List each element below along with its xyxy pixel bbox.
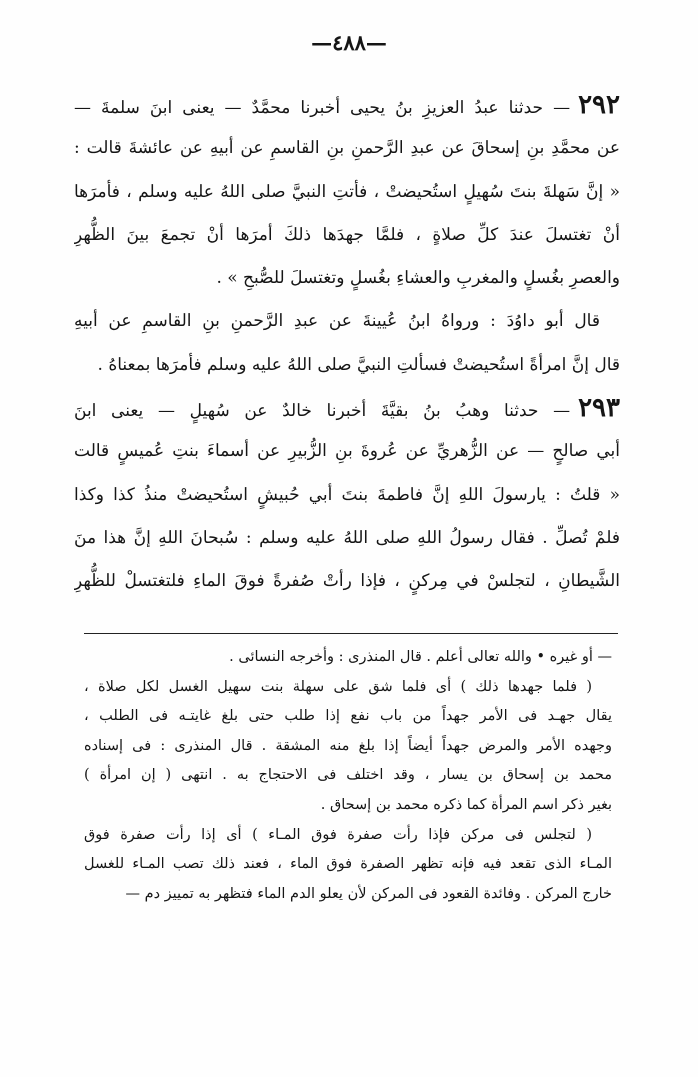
hadith-292-line: [74, 84, 620, 127]
hadith-293-line: « قلتُ : يارسولَ اللهِ إنَّ فاطمةَ بنتَ أبي حُبيشٍ استُحيضتْ منذُ كذا وكذا: [74, 484, 620, 505]
abu-dawud-line: قال إنَّ امرأةً استُحيضتْ فسألتِ النبيَّ صلى اللهُ عليه وسلم فأمرَها بمعناهُ .: [97, 354, 620, 375]
commentary-line: المـاء الذى تقعد فيه فإنه تظهر الصفرة فوق الماء ، فعند ذلك تصب المـاء للغسل: [84, 856, 612, 873]
commentary-line: محمد بن إسحاق بن يسار ، وقد اختلف فى الاحتجاج به . انتهى ( إن امرأة ): [84, 767, 612, 784]
hadith-293-line: أبي صالحٍ — عن الزُّهريِّ عن عُروةَ بنِ الزُّبيرِ عن أسماءَ بنتِ عُميسٍ قالت: [74, 441, 620, 462]
abu-dawud-line: قال أبو داوُدَ : ورواهُ ابنُ عُيينةَ عن عبدِ الرَّحمنِ بنِ القاسمِ عن أبيهِ: [74, 311, 600, 332]
hadith-number: ٢٩٢: [578, 90, 620, 120]
commentary-line: ( لتجلس فى مركن فإذا رأت صفرة فوق المـاء ) أى إذا رأت صفرة فوق: [84, 826, 592, 843]
commentary-line: — أو غيره • والله تعالى أعلم . قال المنذرى : وأخرجه النسائى .: [229, 649, 612, 665]
hadith-292-line: أنْ تغتسلَ عندَ كلِّ صلاةٍ ، فلمَّا جهدَها ذلكَ أمرَها أنْ تجمعَ بينَ الظُّهرِ: [74, 224, 620, 245]
commentary-line: وجهده الأمر والمرض جهداً أيضاً إذا بلغ منه المشقة . قال المنذرى : فى إسناده: [84, 737, 612, 754]
commentary-line: خارج المركن . وفائدة القعود فى المركن لأن يعلو الدم الماء فتظهر به تمييز دم —: [125, 885, 612, 902]
hadith-293-line: الشَّيطانِ ، لتجلسْ في مِركنٍ ، فإذا رأتْ صُفرةً فوقَ الماءِ فلتغتسلْ للظُّهرِ: [74, 571, 620, 592]
hadith-292-line: عن محمَّدِ بنِ إسحاقَ عن عبدِ الرَّحمنِ بنِ القاسمِ عن أبيهِ عن عائشةَ قالت :: [74, 138, 620, 159]
main-text: [74, 84, 620, 604]
commentary-notes: [84, 643, 612, 909]
hadith-293-line: [74, 387, 620, 430]
hadith-293-line: فلمْ تُصلِّ . فقال رسولُ اللهِ صلى اللهُ عليه وسلم : سُبحانَ اللهِ إنَّ هذا منَ: [74, 527, 620, 548]
hadith-number: ٢٩٣: [578, 393, 620, 424]
hadith-292-line: « إنَّ سَهلةَ بنتَ سُهيلٍ استُحيضتْ ، فأتتِ النبيَّ صلى اللهُ عليه وسلم ، فأمرَها: [74, 181, 620, 202]
footnote-divider: [84, 633, 618, 634]
hadith-292-line: والعصرِ بغُسلٍ والمغربِ والعشاءِ بغُسلٍ وتغتسلَ للصُّبحِ » .: [216, 268, 620, 289]
commentary-line: ( فلما جهدها ذلك ) أى فلما شق على سهلة بنت سهيل الغسل لكل صلاة ،: [84, 678, 592, 695]
hadith-text: — حدثنا وهبُ بنُ بقيَّةَ أخبرنا خالدٌ عن سُهيلٍ — يعنى ابنَ: [74, 401, 571, 422]
commentary-line: بغير ذكر اسم المرأة كما ذكره محمد بن إسحاق .: [320, 796, 612, 813]
commentary-line: يقال جهـد فى الأمر جهداً من باب نفع إذا طلب حتى بلغ غايتـه فى الطلب ،: [84, 708, 612, 725]
page-number: —٤٨٨—: [311, 30, 387, 55]
hadith-text: — حدثنا عبدُ العزيزِ بنُ يحيى أخبرنا محمَّدٌ — يعنى ابنَ سلمةَ —: [74, 98, 571, 118]
